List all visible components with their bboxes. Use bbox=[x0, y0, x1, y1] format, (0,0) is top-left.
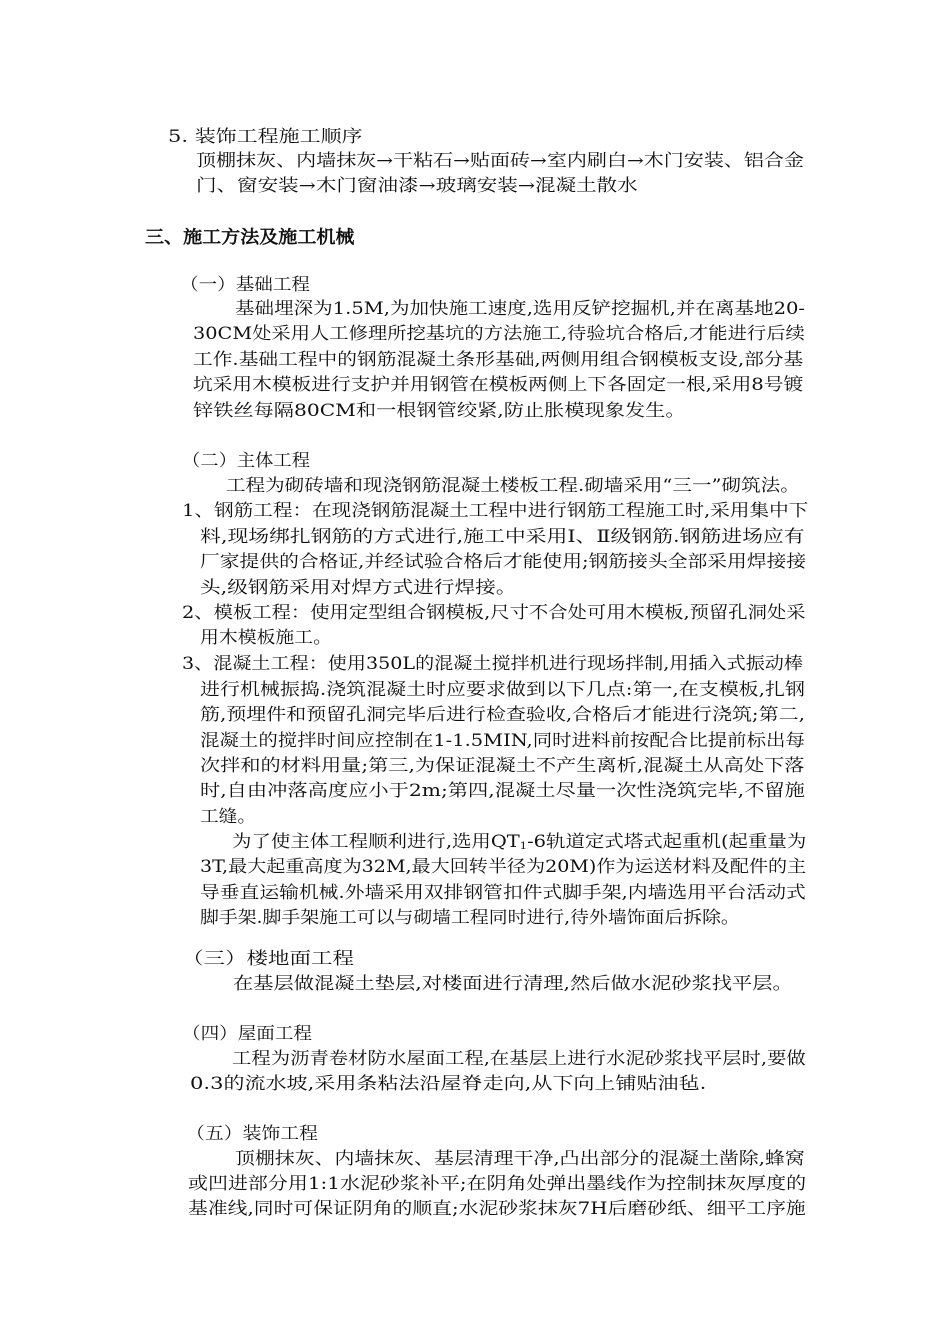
roof-heading: （四）屋面工程 bbox=[182, 1024, 312, 1044]
foundation-line-3: 工作.基础工程中的钢筋混凝土条形基础,两侧用组合钢模板支设,部分基 bbox=[193, 350, 804, 370]
chapter-title: 三、施工方法及施工机械 bbox=[145, 228, 355, 248]
section5-line-1: 顶棚抹灰、内墙抹灰→干粘石→贴面砖→室内刷白→木门安装、铝合金 bbox=[196, 151, 804, 171]
foundation-line-4: 坑采用木模板进行支护并用钢管在模板两侧上下各固定一根,采用8号镀 bbox=[193, 375, 804, 395]
floor-line-1: 在基层做混凝土垫层,对楼面进行清理,然后做水泥砂浆找平层。 bbox=[233, 974, 793, 994]
crane-subscript: 1 bbox=[519, 841, 528, 852]
crane-line-4: 脚手架.脚手架施工可以与砌墙工程同时进行,待外墙饰面后拆除。 bbox=[200, 908, 740, 928]
decoration-line-3: 基准线,同时可保证阴角的顺直;水泥砂浆抹灰7H后磨砂纸、细平工序施 bbox=[188, 1199, 806, 1219]
concrete-line-5: 次拌和的材料用量;第三,为保证混凝土不产生离析,混凝土从高处下落 bbox=[200, 756, 805, 776]
foundation-line-5: 锌铁丝每隔80CM和一根钢管绞紧,防止胀模现象发生。 bbox=[193, 401, 686, 421]
section5-line-2: 门、窗安装→木门窗油漆→玻璃安装→混凝土散水 bbox=[196, 176, 638, 196]
concrete-line-4: 混凝土的搅拌时间应控制在1-1.5MIN,同时进料前按配合比提前标出每 bbox=[200, 731, 805, 751]
rebar-line-3: 厂家提供的合格证,并经试验合格后才能使用;钢筋接头全部采用焊接接 bbox=[200, 552, 807, 572]
concrete-line-2: 进行机械振捣.浇筑混凝土时应要求做到以下几点:第一,在支模板,扎钢 bbox=[200, 680, 805, 700]
decoration-line-1: 顶棚抹灰、内墙抹灰、基层清理干净,凸出部分的混凝土凿除,蜂窝 bbox=[235, 1149, 805, 1169]
crane-line-3: 导垂直运输机械.外墙采用双排钢管扣件式脚手架,内墙选用平台活动式 bbox=[200, 883, 806, 903]
rebar-line-2: 料,现场绑扎钢筋的方式进行,施工中采用Ⅰ、Ⅱ级钢筋.钢筋进场应有 bbox=[200, 527, 805, 547]
main-structure-heading: （二）主体工程 bbox=[182, 451, 310, 471]
formwork-line-1: 2、模板工程：使用定型组合钢模板,尺寸不合处可用木模板,预留孔洞处采 bbox=[182, 603, 806, 623]
concrete-line-1: 3、混凝土工程：使用350L的混凝土搅拌机进行现场拌制,用插入式振动棒 bbox=[182, 654, 803, 674]
roof-line-2: 0.3的流水坡,采用条粘法沿屋脊走向,从下向上铺贴油毡. bbox=[190, 1074, 707, 1094]
floor-heading: （三）楼地面工程 bbox=[182, 949, 354, 969]
crane-line-2: 3T,最大起重高度为32M,最大回转半径为20M)作为运送材料及配件的主 bbox=[200, 857, 807, 877]
concrete-line-3: 筋,预埋件和预留孔洞完毕后进行检查验收,合格后才能进行浇筑;第二, bbox=[200, 705, 805, 725]
rebar-line-1: 1、钢筋工程：在现浇钢筋混凝土工程中进行钢筋工程施工时,采用集中下 bbox=[182, 501, 809, 521]
section5-heading: 5. 装饰工程施工顺序 bbox=[168, 127, 363, 147]
roof-line-1: 工程为沥青卷材防水屋面工程,在基层上进行水泥砂浆找平层时,要做 bbox=[232, 1049, 806, 1069]
foundation-line-2: 30CM处采用人工修理所挖基坑的方法施工,待验坑合格后,才能进行后续 bbox=[193, 324, 805, 344]
rebar-line-4: 头,级钢筋采用对焊方式进行焊接。 bbox=[200, 578, 517, 598]
concrete-line-7: 工缝。 bbox=[200, 807, 256, 827]
foundation-heading: （一）基础工程 bbox=[180, 275, 310, 295]
formwork-line-2: 用木模板施工。 bbox=[200, 628, 332, 648]
main-structure-intro: 工程为砌砖墙和现浇钢筋混凝土楼板工程.砌墙采用“三一”砌筑法。 bbox=[226, 476, 800, 496]
decoration-line-2: 或凹进部分用1:1水泥砂浆补平;在阴角处弹出墨线作为控制抹灰厚度的 bbox=[188, 1174, 807, 1194]
crane-line-1: 为了使主体工程顺利进行,选用$QT_1-6$轨道定式塔式起重机(起重量为 bbox=[232, 832, 807, 852]
decoration-heading: （五）装饰工程 bbox=[186, 1124, 318, 1144]
concrete-line-6: 时,自由冲落高度应小于2m;第四,混凝土尽量一次性浇筑完毕,不留施 bbox=[200, 781, 805, 801]
foundation-line-1: 基础埋深为1.5M,为加快施工速度,选用反铲挖掘机,并在离基地20- bbox=[235, 299, 806, 319]
